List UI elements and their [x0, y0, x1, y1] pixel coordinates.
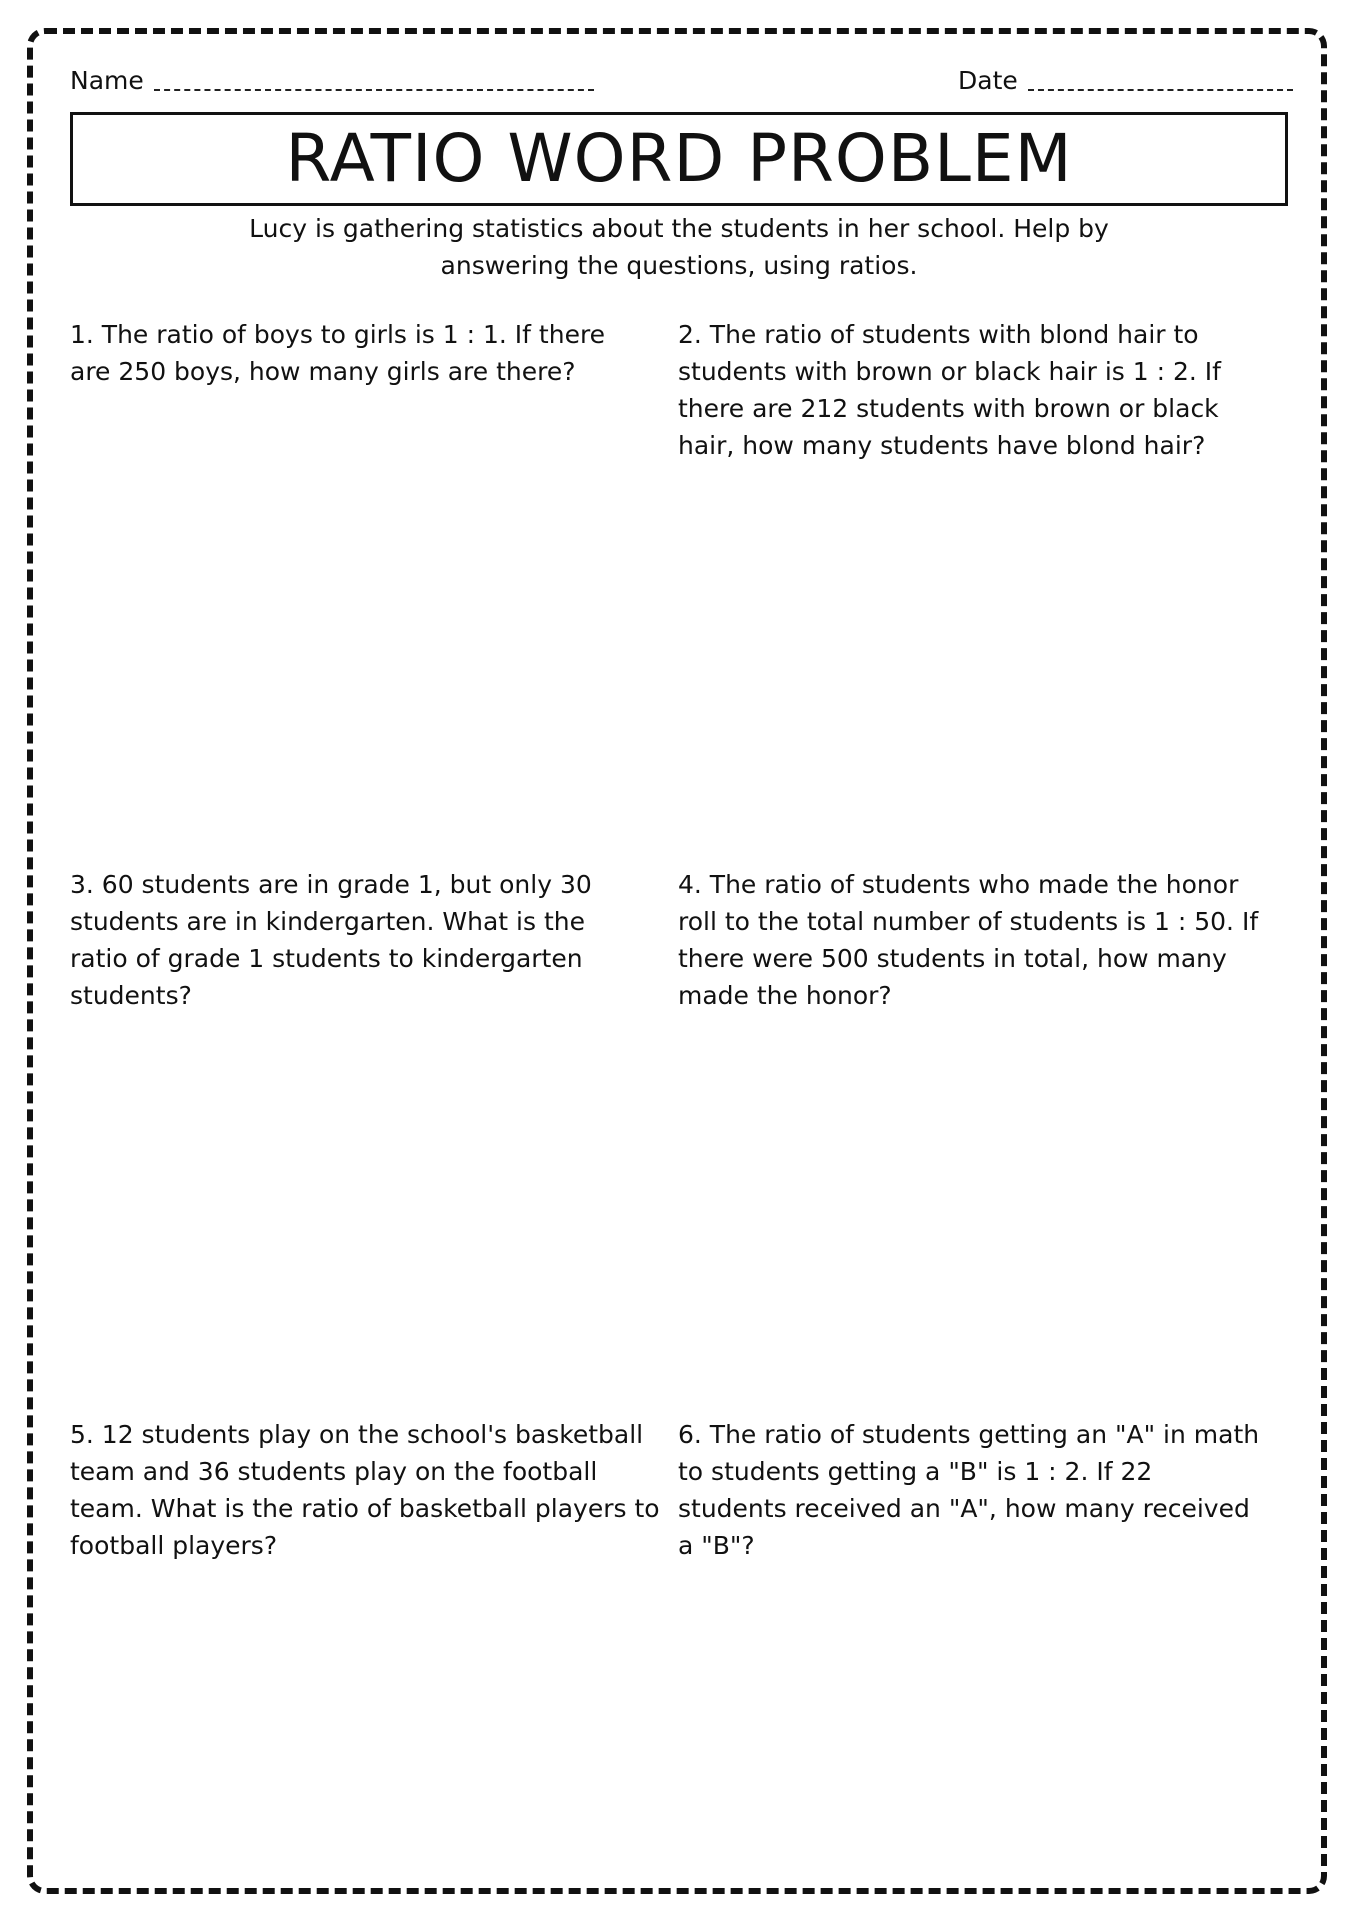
problem-6: 6. The ratio of students getting an "A" in math to students getting a "B" is 1 : 2. If 22 students received an "A", how many received a "B"?: [678, 1420, 1260, 1560]
name-blank-line: [154, 71, 594, 91]
date-field: [958, 66, 1293, 95]
date-blank-line: [1028, 71, 1293, 91]
problem-3: 3. 60 students are in grade 1, but only 30 students are in kindergarten. What is the ratio of grade 1 students to kindergarten students?: [70, 870, 592, 1010]
page-title: RATIO WORD PROBLEM: [285, 120, 1073, 197]
name-field: [70, 66, 594, 95]
problem-1: 1. The ratio of boys to girls is 1 : 1. If there are 250 boys, how many girls are there?: [70, 320, 606, 386]
name-label: Name: [70, 66, 144, 95]
intro-text: Lucy is gathering statistics about the students in her school. Help by answering the questions, using ratios.: [249, 214, 1109, 280]
problem-5: 5. 12 students play on the school's basketball team and 36 students play on the football team. What is the ratio of basketball players to football players?: [70, 1420, 660, 1560]
problem-2: 2. The ratio of students with blond hair to students with brown or black hair is 1 : 2. If there are 212 students with brown or black hair, how many students have blond hair?: [678, 320, 1221, 460]
date-label: Date: [958, 66, 1018, 95]
title-box: [70, 112, 1288, 206]
problem-4: 4. The ratio of students who made the honor roll to the total number of students is 1 : 50. If there were 500 students in total, how many made the honor?: [678, 870, 1259, 1010]
